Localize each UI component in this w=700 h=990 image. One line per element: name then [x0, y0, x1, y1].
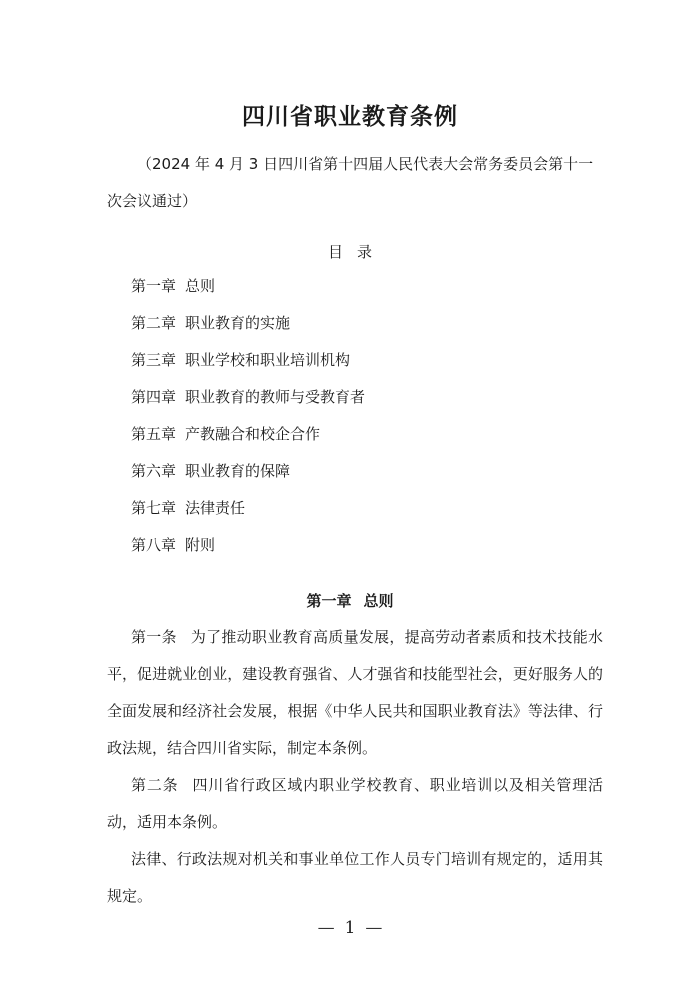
toc-item-title: 附则	[185, 536, 216, 554]
page-number: 1	[344, 918, 356, 938]
toc-item-num: 第七章	[131, 499, 177, 517]
toc-item-num: 第三章	[131, 351, 177, 369]
toc-item-num: 第四章	[131, 388, 177, 406]
chapter-heading	[0, 590, 700, 611]
article-text: 四川省行政区域内职业学校教育、职业培训以及相关管理活动，适用本条例。	[107, 776, 603, 831]
chapter-body	[107, 619, 603, 915]
chapter-number: 第一章	[306, 592, 352, 610]
toc-item	[131, 455, 365, 492]
toc-item	[131, 492, 365, 529]
article-text: 为了推动职业教育高质量发展，提高劳动者素质和技术技能水平，促进就业创业，建设教育强省、人才强省和技能型社会，更好服务人的全面发展和经济社会发展，根据《中华人民共和国职业教育法》等法律、行政法规，结合四川省实际，制定本条例。	[107, 628, 603, 757]
toc-heading	[0, 241, 700, 262]
article-number: 第二条	[131, 776, 179, 794]
toc-item	[131, 418, 365, 455]
toc-item-num: 第六章	[131, 462, 177, 480]
toc-item-title: 职业教育的实施	[185, 314, 291, 332]
toc-item-num: 第二章	[131, 314, 177, 332]
toc-item-num: 第五章	[131, 425, 177, 443]
article-paragraph	[107, 619, 603, 767]
page-footer	[0, 918, 700, 938]
toc-item	[131, 307, 365, 344]
toc-heading-left: 目	[327, 243, 343, 261]
footer-dash-left: —	[317, 918, 335, 938]
toc-item-num: 第八章	[131, 536, 177, 554]
toc-heading-right: 录	[357, 243, 373, 261]
chapter-title: 总则	[363, 592, 394, 610]
toc-item	[131, 344, 365, 381]
adoption-note: （2024 年 4 月 3 日四川省第十四届人民代表大会常务委员会第十一次会议通过）	[107, 155, 594, 210]
article-number: 第一条	[131, 628, 177, 646]
toc-item	[131, 381, 365, 418]
table-of-contents	[131, 270, 365, 566]
toc-item-title: 职业教育的保障	[185, 462, 291, 480]
toc-item-title: 法律责任	[185, 499, 246, 517]
article-paragraph	[107, 767, 603, 841]
toc-item-num: 第一章	[131, 277, 177, 295]
toc-item	[131, 270, 365, 307]
toc-item-title: 职业教育的教师与受教育者	[185, 388, 366, 406]
document-title: 四川省职业教育条例	[242, 104, 458, 130]
toc-item-title: 总则	[185, 277, 216, 295]
footer-dash-right: —	[365, 918, 383, 938]
toc-item-title: 职业学校和职业培训机构	[185, 351, 351, 369]
toc-item-title: 产教融合和校企合作	[185, 425, 321, 443]
toc-item	[131, 529, 365, 566]
article-paragraph: 法律、行政法规对机关和事业单位工作人员专门培训有规定的，适用其规定。	[107, 850, 603, 905]
